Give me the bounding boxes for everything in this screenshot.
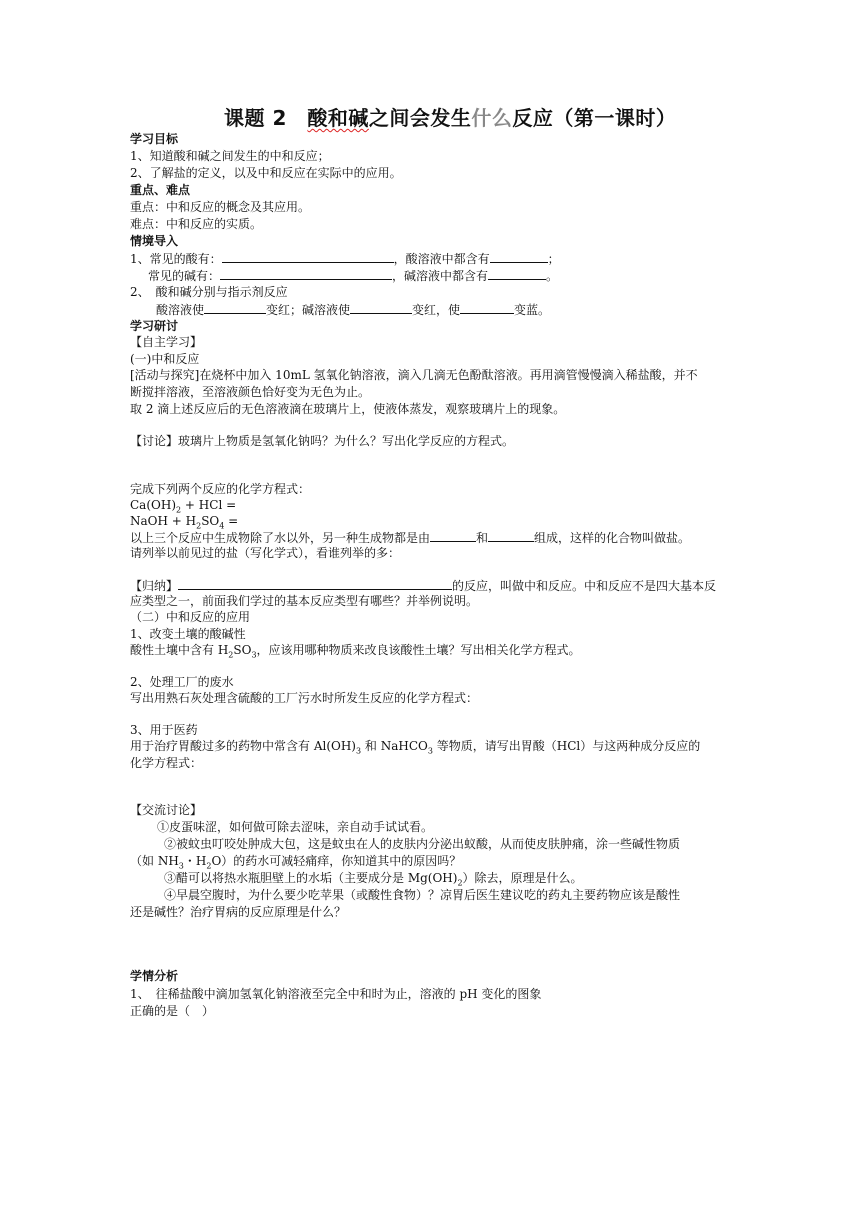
acids-end: ； [547,252,560,266]
lesson-title [224,102,784,131]
q2-b1: （如 NH [130,854,179,868]
eq2-sub2: 4 [219,521,225,531]
eq2-c: = [224,514,239,528]
salt-text-c: 组成，这样的化合物叫做盐。 [534,531,691,545]
app3-b: 和 NaHCO [361,739,428,753]
summary-blank[interactable] [178,577,452,590]
salt-text-b: 和 [476,531,489,545]
indicator-text-b: 变红；碱溶液使 [266,303,351,317]
q2-sub1: 3 [178,861,184,871]
indicator-blank-3[interactable] [460,301,514,314]
activity-line-1: [活动与探究]在烧杯中加入 10mL 氢氧化钠溶液，滴入几滴无色酚酞溶液。再用滴管慢慢滴入稀盐酸，并不 [130,368,698,382]
eq1-b: + HCl = [181,498,237,512]
acids-contain-label: ，酸溶液中都含有 [393,252,490,266]
analysis-q1-line-1: 1、 往稀盐酸中滴加氢氧化钠溶液至完全中和时为止，溶液的 pH 变化的图象 [130,987,542,1001]
section-applications: （二）中和反应的应用 [130,610,251,624]
bases-blank[interactable] [220,267,392,280]
app-1-question [130,642,581,658]
acids-blank[interactable] [222,250,394,263]
keypoints-heading: 重点、难点 [130,183,191,197]
salt-definition-line [130,529,690,546]
exchange-heading: 【交流讨论】 [130,803,203,817]
app-2-question: 写出用熟石灰处理含硫酸的工厂污水时所发生反应的化学方程式： [130,691,479,705]
indicator-text-a: 酸溶液使 [156,303,205,317]
app1-a: 酸性土壤中含有 H [130,643,229,657]
activity-line-2: 断搅拌溶液，至溶液颜色恰好变为无色为止。 [130,385,371,399]
indicator-blank-1[interactable] [204,301,266,314]
app-3-title: 3、用于医药 [130,723,198,737]
analysis-heading: 学情分析 [130,969,179,983]
q3-b: ）除去，原理是什么。 [462,871,583,885]
intro-heading: 情境导入 [130,234,179,248]
summary-line-2: 应类型之一，前面我们学过的基本反应类型有哪些？并举例说明。 [130,594,479,608]
app-1-title: 1、改变土壤的酸碱性 [130,627,246,641]
acids-label: 1、常见的酸有： [130,252,222,266]
app3-sub1: 3 [356,746,362,756]
discussion-prompt: 【讨论】玻璃片上物质是氢氧化钠吗？为什么？写出化学反应的方程式。 [130,434,515,448]
common-acids-line [130,250,560,267]
goals-heading: 学习目标 [130,132,179,146]
q2-sub2: 2 [206,861,212,871]
app1-c: ，应该用哪种物质来改良该酸性土壤？写出相关化学方程式。 [256,643,581,657]
equation-1 [130,497,236,513]
app1-sub2: 3 [251,650,257,660]
app-3-question-line-2: 化学方程式： [130,756,203,770]
base-ion-blank[interactable] [488,267,546,280]
exchange-q2-line-2 [130,853,461,869]
bases-label: 常见的碱有： [148,269,221,283]
exchange-q3 [164,870,583,886]
title-squiggle-text: 酸和碱 [307,106,369,130]
title-prefix: 课题 2 [224,106,308,130]
eq2-b: SO [201,514,220,528]
indicator-text-d: 变蓝。 [514,303,551,317]
app3-sub2: 3 [427,746,433,756]
app1-b: SO [233,643,252,657]
bases-contain-label: ，碱溶液中都含有 [392,269,489,283]
eq1-a: Ca(OH) [130,498,177,512]
activity-line-3: 取 2 滴上述反应后的无色溶液滴在玻璃片上，使液体蒸发，观察玻璃片上的现象。 [130,402,566,416]
indicator-line [156,301,550,318]
keypoint-key: 重点：中和反应的概念及其应用。 [130,200,311,214]
title-mid: 之间会发生 [368,106,472,130]
keypoint-hard: 难点：中和反应的实质。 [130,217,263,231]
bases-end: 。 [546,269,559,283]
eq2-a: NaOH + H [130,514,197,528]
title-faded-text: 什么 [471,106,513,130]
salt-text-a: 以上三个反应中生成物除了水以外，另一种生成物都是由 [130,531,431,545]
goal-item-2: 2、了解盐的定义，以及中和反应在实际中的应用。 [130,166,402,180]
section-neutralization: (一)中和反应 [130,352,200,366]
salt-blank-1[interactable] [430,529,476,542]
eq1-sub: 2 [176,505,182,515]
salt-blank-2[interactable] [488,529,534,542]
indicator-text-c: 变红，使 [412,303,461,317]
indicator-title: 2、 酸和碱分别与指示剂反应 [130,285,288,299]
app-2-title: 2、处理工厂的废水 [130,675,234,689]
app1-sub1: 2 [228,650,234,660]
list-salts-prompt: 请列举以前见过的盐（写化学式），看谁列举的多： [130,546,401,560]
complete-equations-label: 完成下列两个反应的化学方程式： [130,482,311,496]
goal-item-1: 1、知道酸和碱之间发生的中和反应； [130,149,330,163]
q2-b3: O）的药水可减轻痛痒，你知道其中的原因吗？ [211,854,462,868]
study-heading: 学习研讨 [130,319,179,333]
exchange-q1: ①皮蛋味涩，如何做可除去涩味，亲自动手试试看。 [157,820,434,834]
app-3-question-line-1 [130,738,700,754]
indicator-blank-2[interactable] [350,301,412,314]
summary-label: 【归纳】 [130,579,179,593]
app3-c: 等物质，请写出胃酸（HCl）与这两种成分反应的 [432,739,701,753]
q3-sub: 2 [457,878,463,888]
common-bases-line [148,267,558,284]
summary-line-1 [130,577,716,594]
self-study-label: 【自主学习】 [130,335,203,349]
exchange-q4-line-2: 还是碱性？治疗胃病的反应原理是什么？ [130,905,347,919]
title-suffix: 反应（第一课时） [512,106,677,130]
analysis-q1-line-2: 正确的是（ ） [130,1004,215,1018]
app3-a: 用于治疗胃酸过多的药物中常含有 Al(OH) [130,739,356,753]
q2-b2: ・H [183,854,207,868]
acid-ion-blank[interactable] [490,250,548,263]
exchange-q4-line-1: ④早晨空腹时，为什么要少吃苹果（或酸性食物）？凉胃后医生建议吃的药丸主要药物应该是酸性 [164,888,681,902]
equation-2 [130,513,238,529]
summary-text-b: 的反应，叫做中和反应。中和反应不是四大基本反 [452,579,717,593]
q3-a: ③醋可以将热水瓶胆壁上的水垢（主要成分是 Mg(OH) [164,871,458,885]
exchange-q2-line-1: ②被蚊虫叮咬处肿成大包，这是蚊虫在人的皮肤内分泌出蚁酸，从而使皮肤肿痛，涂一些碱性物质 [164,837,681,851]
eq2-sub1: 2 [196,521,202,531]
